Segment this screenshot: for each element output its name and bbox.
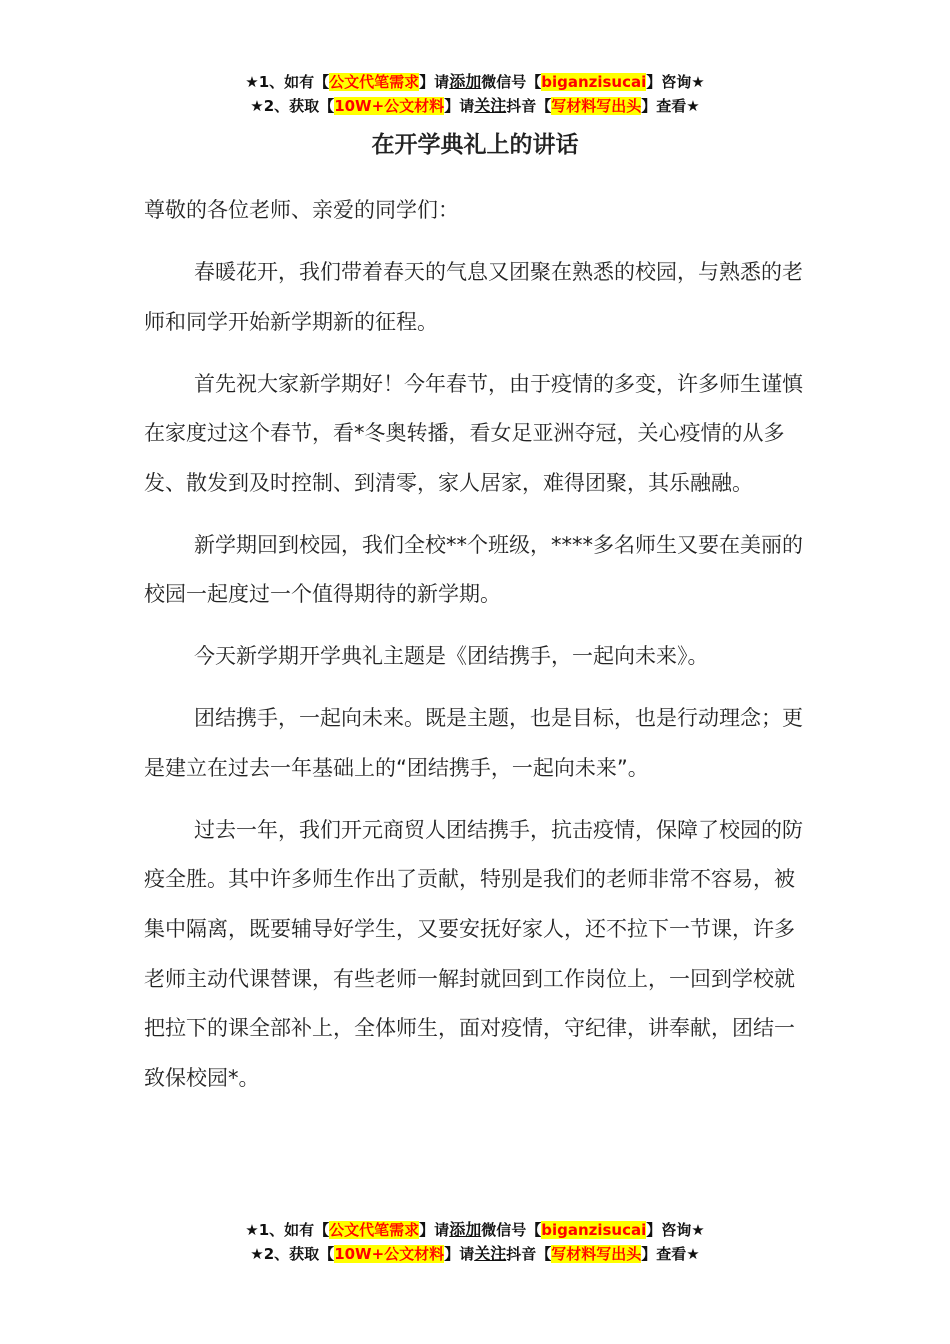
banner-text: ★2、获取【 bbox=[250, 1245, 335, 1263]
banner-highlight: 公文代笔需求 bbox=[329, 73, 420, 91]
banner-text: 】请 bbox=[444, 1245, 475, 1263]
paragraph: 过去一年，我们开元商贸人团结携手，抗击疫情，保障了校园的防疫全胜。其中许多师生作出了贡献，特别是我们的老师非常不容易，被集中隔离，既要辅导好学生，又要安抚好家人，还不拉下一节课，许多老师主动代课替课，有些老师一解封就回到工作岗位上，一回到学校就把拉下的课全部补上，全体师生，面对疫情，守纪律，讲奉献，团结一致保校园*。 bbox=[144, 817, 803, 1090]
banner-text: 】咨询★ bbox=[646, 73, 705, 91]
paragraph: 今天新学期开学典礼主题是《团结携手，一起向未来》。 bbox=[194, 644, 709, 669]
banner-highlight: biganzisucai bbox=[541, 1221, 647, 1239]
banner-text: ★2、获取【 bbox=[250, 97, 335, 115]
banner-text: ★1、如有【 bbox=[245, 1221, 330, 1239]
banner-highlight: 写材料写出头 bbox=[551, 1245, 642, 1263]
banner-text: 】查看★ bbox=[641, 97, 700, 115]
paragraph: 团结携手，一起向未来。既是主题，也是目标，也是行动理念；更是建立在过去一年基础上的“团结携手，一起向未来”。 bbox=[144, 706, 803, 780]
document-title: 在开学典礼上的讲话 bbox=[371, 132, 579, 158]
footer-banner bbox=[0, 1218, 950, 1266]
banner-text: 抖音【 bbox=[506, 97, 552, 115]
document-body bbox=[144, 186, 814, 1116]
banner-highlight: 公文代笔需求 bbox=[329, 1221, 420, 1239]
footer-banner-line-2 bbox=[0, 1242, 950, 1266]
banner-emphasis: 关注 bbox=[474, 1244, 507, 1263]
banner-text: ★1、如有【 bbox=[245, 73, 330, 91]
banner-highlight: 10W+公文材料 bbox=[334, 97, 445, 115]
banner-text: 】请 bbox=[419, 1221, 450, 1239]
banner-text: 】请 bbox=[444, 97, 475, 115]
banner-highlight: 写材料写出头 bbox=[551, 97, 642, 115]
footer-banner-line-1 bbox=[0, 1218, 950, 1242]
banner-text: 】请 bbox=[419, 73, 450, 91]
banner-emphasis: 添加 bbox=[449, 72, 482, 91]
paragraph: 首先祝大家新学期好！今年春节，由于疫情的多变，许多师生谨慎在家度过这个春节，看*冬奥转播，看女足亚洲夺冠，关心疫情的从多发、散发到及时控制、到清零，家人居家，难得团聚，其乐融融。 bbox=[144, 371, 803, 495]
header-banner bbox=[0, 70, 950, 118]
banner-text: 微信号【 bbox=[481, 1221, 542, 1239]
banner-text: 】查看★ bbox=[641, 1245, 700, 1263]
salutation: 尊敬的各位老师、亲爱的同学们： bbox=[144, 198, 459, 222]
header-banner-line-1 bbox=[0, 70, 950, 94]
banner-text: 微信号【 bbox=[481, 73, 542, 91]
paragraph: 春暖花开，我们带着春天的气息又团聚在熟悉的校园，与熟悉的老师和同学开始新学期新的征程。 bbox=[144, 259, 803, 334]
banner-text: 抖音【 bbox=[506, 1245, 552, 1263]
banner-emphasis: 添加 bbox=[449, 1220, 482, 1239]
banner-highlight: biganzisucai bbox=[541, 73, 647, 91]
header-banner-line-2 bbox=[0, 94, 950, 118]
banner-highlight: 10W+公文材料 bbox=[334, 1245, 445, 1263]
banner-text: 】咨询★ bbox=[646, 1221, 705, 1239]
banner-emphasis: 关注 bbox=[474, 96, 507, 115]
paragraph: 新学期回到校园，我们全校**个班级，****多名师生又要在美丽的校园一起度过一个值得期待的新学期。 bbox=[144, 532, 803, 607]
